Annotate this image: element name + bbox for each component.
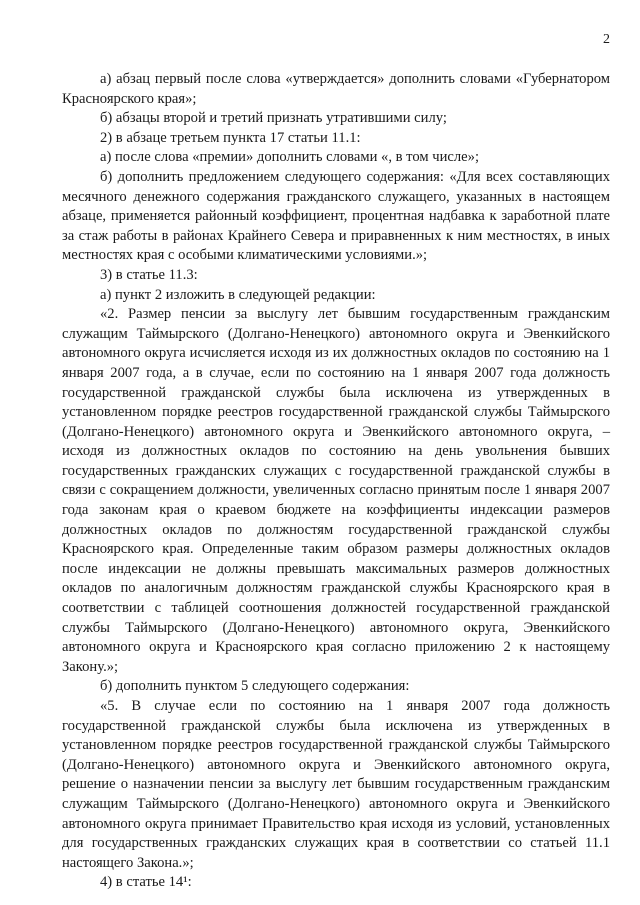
- paragraph-1a: а) абзац первый после слова «утверждается» дополнить словами «Губернатором Красноярского края»;: [62, 71, 610, 107]
- paragraph-1b: б) абзацы второй и третий признать утратившими силу;: [100, 110, 447, 127]
- document-body: [62, 70, 610, 893]
- paragraph-2: 2) в абзаце третьем пункта 17 статьи 11.1:: [100, 129, 361, 146]
- paragraph-4: 4) в статье 14¹:: [100, 874, 192, 891]
- page-number: 2: [603, 32, 610, 47]
- paragraph-3: 3) в статье 11.3:: [100, 266, 198, 283]
- paragraph-3b-text: «5. В случае если по состоянию на 1 января 2007 года должность государственной гражданской службы была исключена из утвержденных в установленном порядке реестров государственной гражданской службы Таймырского (Долгано-Ненецкого) автономного округа и Эвенкийского автономного округа, решение о назначении пенсии за выслугу лет бывшим государственным гражданским служащим Таймырского (Долгано-Ненецкого) автономного округа и Эвенкийского автономного округа принимает Правительство края исходя из условий, установленных для государственных гражданских служащих края в соответствии со статьей 11.1 настоящего Закона.»;: [62, 698, 610, 871]
- paragraph-2b: б) дополнить предложением следующего содержания: «Для всех составляющих месячного денежного содержания гражданского служащего, указанных в настоящем абзаце, применяется районный коэффициент, процентная надбавка к заработной плате за стаж работы в районах Крайнего Севера и приравненных к ним местностях, в иных местностях края с особыми климатическими условиями.»;: [62, 168, 610, 264]
- paragraph-3b: б) дополнить пунктом 5 следующего содержания:: [100, 678, 410, 695]
- paragraph-2a: а) после слова «премии» дополнить словами «, в том числе»;: [100, 149, 480, 166]
- paragraph-3a: а) пункт 2 изложить в следующей редакции:: [100, 286, 376, 303]
- paragraph-3a-text: «2. Размер пенсии за выслугу лет бывшим государственным гражданским служащим Таймырского (Долгано-Ненецкого) автономного округа и Эвенкийского автономного округа исчисляется исходя из их должностных окладов по состоянию на 1 января 2007 года, а в случае, если по состоянию на 1 января 2007 года должность государственной гражданской службы была исключена из утвержденных в установленном порядке реестров государственной гражданской службы Таймырского (Долгано-Ненецкого) автономного округа и Эвенкийского автономного округа, – исходя из должностных окладов по состоянию на день увольнения бывших государственных гражданских служащих с государственной гражданской службы в связи с сокращением должности, увеличенных согласно принятым после 1 января 2007 года законам края о краевом бюджете на коэффициенты индексации размеров должностных окладов по должностям государственной гражданской службы Красноярского края. Определенные таким образом размеры должностных окладов после индексации не должны превышать максимальных размеров должностных окладов по аналогичным должностям гражданской службы Красноярского края в соответствии с таблицей соотношения должностей государственной гражданской службы Таймырского (Долгано-Ненецкого) автономного округа, Эвенкийского автономного округа и Красноярского края согласно приложению 2 к настоящему Закону.»;: [62, 306, 610, 675]
